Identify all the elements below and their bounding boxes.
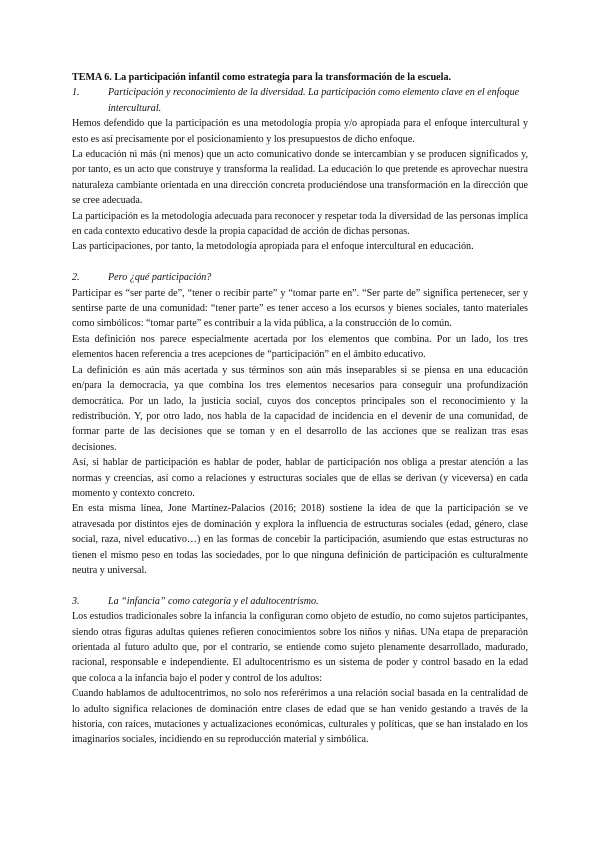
section-2-number: 2. (72, 272, 80, 284)
paragraph: Los estudios tradicionales sobre la infancia la configuran como objeto de estudio, no como sujetos participantes, siendo otras figuras adultas quienes refieren conocimientos sobre los niños y niñas. UNa etapa de preparación orientada al futuro adulto que, por el contrario, se entiende como sujeto plenamente desarrollado, madurado, racional, responsable e independiente. El adultocentrismo es un sistema de poder y control basado en la edad que coloca a la infancia bajo el poder y control de los adultos: (72, 611, 528, 684)
paragraph: En esta misma línea, Jone Martínez-Palacios (2016; 2018) sostiene la idea de que la participación se ve atravesada por distintos ejes de dominación y explora la influencia de estructuras sociales (edad, género, clase social, raza, nivel educativo…) en las formas de concebir la participación, asumiendo que estas estructuras no tienen el mismo peso en todas las sociedades, por lo que ninguna definición de participación es culturalmente neutra y universal. (72, 503, 528, 576)
paragraph: La educación ni más (ni menos) que un acto comunicativo donde se intercambian y se producen significados y, por tanto, es un acto que construye y transforma la realidad. La educación lo que pretende es aprovechar nuestra naturaleza cambiante orientada en una dirección concreta produciéndose una transformación en la dirección que se cree adecuada. (72, 149, 528, 207)
section-2 (72, 270, 528, 578)
section-3-heading-text: La “infancia” como categoría y el adultocentrismo. (108, 595, 319, 607)
section-1-number: 1. (72, 87, 80, 99)
section-3-number: 3. (72, 595, 80, 607)
section-2-heading-text: Pero ¿qué participación? (108, 272, 212, 284)
section-3-heading (72, 594, 528, 609)
paragraph: La participación es la metodología adecuada para reconocer y respetar toda la diversidad de las personas implica en cada contexto educativo desde la propia capacidad de acción de dichas personas. (72, 210, 528, 238)
paragraph: Esta definición nos parece especialmente acertada por los elementos que combina. Por un lado, los tres elementos hacen referencia a tres acepciones de “participación” en el ámbito educativo. (72, 333, 528, 361)
document-title: TEMA 6. La participación infantil como estrategia para la transformación de la escuela. (72, 72, 452, 83)
paragraph: Participar es “ser parte de”, “tener o recibir parte” y “tomar parte en”. “Ser parte de” significa pertenecer, ser y sentirse parte de una comunidad: “tener parte” es tener acceso a los ecursos y bienes sociales, tanto materiales como simbólicos: “tomar parte” es contribuir a la vida pública, a la construcción de lo común. (72, 287, 528, 330)
section-gap (72, 578, 528, 593)
document-page (72, 70, 528, 748)
section-2-heading (72, 270, 528, 285)
paragraph: Cuando hablamos de adultocentrimos, no solo nos referérimos a una relación social basada en la centralidad de lo adulto significa relaciones de dominación entre clases de edad que se han venido gestando a través de la historia, con raíces, mutaciones y actualizaciones económicas, culturales y políticas, que se han instalado en los imaginarios sociales, incidiendo en su reproducción material y simbólica. (72, 688, 528, 746)
section-gap (72, 255, 528, 270)
paragraph: Así, si hablar de participación es hablar de poder, hablar de participación nos obliga a prestar atención a las normas y creencias, así como a relaciones y estructuras sociales que de ellas se derivan (y viceversa) en cada momento y contexto concreto. (72, 457, 528, 499)
section-1-heading (72, 85, 528, 116)
paragraph: La definición es aún más acertada y sus términos son aún más inseparables si se piensa en una educación en/para la democracia, ya que combina los tres elementos necesarios para conseguir una profundización democrática. Por un lado, la justicia social, cuyos dos conceptos principales son el reconocimiento y la redistribución. Y, por otro lado, nos habla de la capacidad de incidencia en el devenir de una comunidad, de formar parte de las decisiones que se toman y en el desarrollo de las acciones que se realizan tras esas decisiones. (72, 364, 528, 453)
section-1 (72, 85, 528, 254)
section-1-heading-text: Participación y reconocimiento de la diversidad. La participación como elemento clave en el enfoque intercultural. (108, 87, 520, 114)
paragraph: Las participaciones, por tanto, la metodología apropiada para el enfoque intercultural en educación. (72, 241, 474, 253)
section-3 (72, 594, 528, 748)
paragraph: Hemos defendido que la participación es una metodología propia y/o apropiada para el enfoque intercultural y esto es así precisamente por el posicionamiento y los presupuestos de dicho enfoque. (72, 118, 528, 145)
